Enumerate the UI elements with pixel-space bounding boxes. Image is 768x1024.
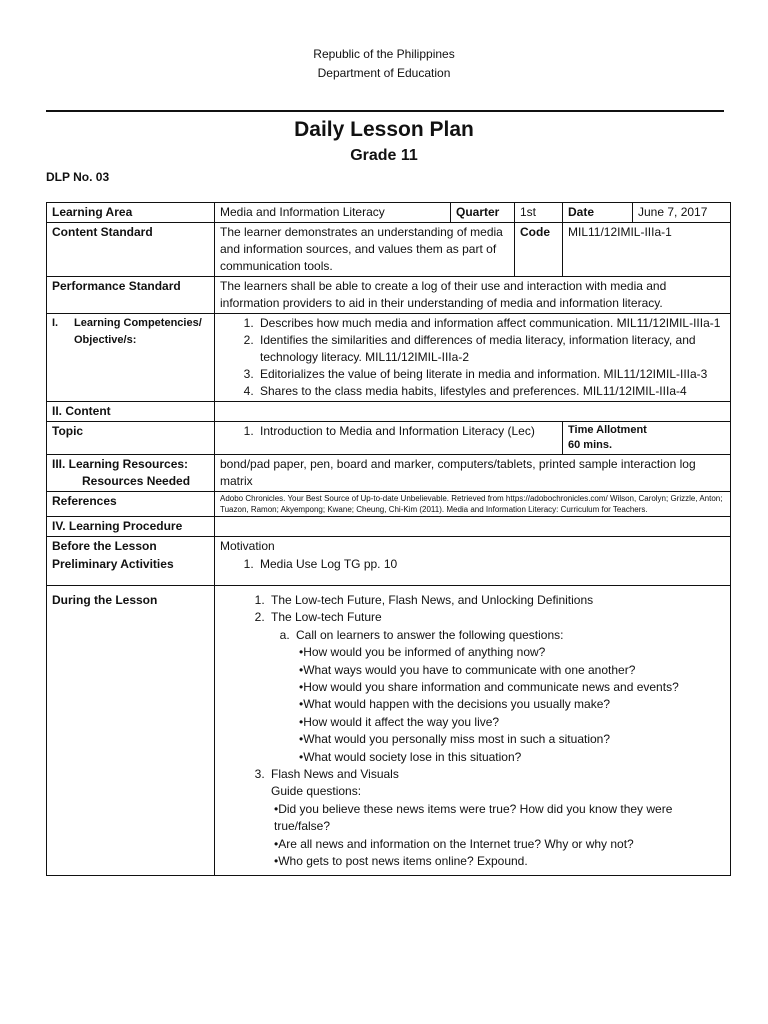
references-value: Adobo Chronicles. Your Best Source of Up-to-date Unbelievable. Retrieved from https://adobochronicles.com/ Wilson, Carolyn; Grizzle, Anton; Tuazon, Ramon; Akyempong; Kwane; Cheung, Chi-Kim (2011). Media and Information Literacy: Curriculum for Teachers. <box>215 492 731 517</box>
resources-value: bond/pad paper, pen, board and marker, computers/tablets, printed sample interaction log matrix <box>215 455 731 492</box>
grade-subtitle: Grade 11 <box>350 147 418 164</box>
guide-question-item: • Are all news and information on the Internet true? Why or why not? <box>271 836 725 853</box>
competencies-list-cell <box>215 314 731 402</box>
guide-question-item: • Did you believe these news items were true? How did you know they were true/false? <box>271 801 725 836</box>
competencies-number: I. <box>52 317 59 329</box>
during-lesson-row <box>47 586 731 876</box>
topic-cell <box>215 422 563 455</box>
time-allotment-label: Time Allotment <box>568 424 647 436</box>
preliminary-activities-label: Preliminary Activities <box>52 557 174 571</box>
before-lesson-row <box>47 537 731 586</box>
time-allotment-cell <box>563 422 731 455</box>
during-lesson-label: During the Lesson <box>47 586 215 876</box>
during-item-2a-label: Call on learners to answer the following questions: <box>296 627 564 642</box>
competency-item: 4. Shares to the class media habits, lifestyles and preferences. MIL11/12IMIL-IIIa-4 <box>257 383 725 400</box>
question-item: • What would society lose in this situation? <box>296 749 725 766</box>
during-item-3-label: Flash News and Visuals <box>271 767 399 782</box>
time-allotment-value: 60 mins. <box>568 439 613 451</box>
procedure-label: IV. Learning Procedure <box>47 517 215 537</box>
department-header: Department of Education <box>317 66 451 80</box>
content-standard-value: The learner demonstrates an understanding of media and information sources, and values them as part of communication tools. <box>215 223 515 277</box>
motivation-heading: Motivation <box>220 539 275 553</box>
date-value: June 7, 2017 <box>633 203 731 223</box>
topic-item: 1. Introduction to Media and Information Literacy (Lec) <box>257 423 557 440</box>
code-label: Code <box>515 223 563 277</box>
competency-item: 2. Identifies the similarities and differences of media literacy, information literacy, and technology literacy. MIL11/12IMIL-IIIa-2 <box>257 332 725 366</box>
references-label: References <box>47 492 215 517</box>
content-standard-row <box>47 223 731 277</box>
competency-item: 1. Describes how much media and information affect communication. MIL11/12IMIL-IIIa-1 <box>257 315 725 332</box>
performance-standard-row <box>47 277 731 314</box>
resources-label-cell <box>47 455 215 492</box>
competencies-label: Learning Competencies/ Objective/s: <box>74 317 202 346</box>
resources-sublabel: Resources Needed <box>82 474 191 488</box>
resources-row <box>47 455 731 492</box>
learning-area-label: Learning Area <box>47 203 215 223</box>
procedure-value <box>215 517 731 537</box>
code-value: MIL11/12IMIL-IIIa-1 <box>563 223 731 277</box>
document-title: Daily Lesson Plan <box>294 118 474 141</box>
competencies-row <box>47 314 731 402</box>
question-item: • How would it affect the way you live? <box>296 714 725 731</box>
question-item: • What would you personally miss most in such a situation? <box>296 731 725 748</box>
dlp-number: DLP No. 03 <box>46 170 110 184</box>
content-row <box>47 402 731 422</box>
during-item-2 <box>268 609 725 766</box>
topic-list <box>220 423 557 440</box>
content-label: II. Content <box>47 402 215 422</box>
motivation-item: 1. Media Use Log TG pp. 10 <box>257 556 725 573</box>
quarter-value: 1st <box>515 203 563 223</box>
during-item-2-label: The Low-tech Future <box>271 610 382 625</box>
before-lesson-label: Before the Lesson <box>52 539 157 553</box>
during-item-2-sublist <box>271 627 725 766</box>
quarter-label: Quarter <box>451 203 515 223</box>
performance-standard-label: Performance Standard <box>47 277 215 314</box>
learning-area-row <box>47 203 731 223</box>
references-row <box>47 492 731 517</box>
question-item: • What would happen with the decisions you usually make? <box>296 696 725 713</box>
competencies-label-cell <box>47 314 215 402</box>
competencies-list <box>220 315 725 400</box>
lesson-plan-table <box>46 202 731 876</box>
during-lesson-list <box>220 592 725 871</box>
content-value <box>215 402 731 422</box>
before-lesson-cell <box>215 537 731 586</box>
resources-label: III. Learning Resources: <box>52 457 189 471</box>
header-rule <box>46 110 724 112</box>
before-lesson-label-cell <box>47 537 215 586</box>
low-tech-questions <box>296 644 725 766</box>
question-item: • How would you share information and communicate news and events? <box>296 679 725 696</box>
learning-area-value: Media and Information Literacy <box>215 203 451 223</box>
motivation-list <box>220 556 725 573</box>
republic-header: Republic of the Philippines <box>313 47 455 61</box>
during-item-3 <box>268 766 725 870</box>
guide-questions-list <box>271 801 725 871</box>
question-item: • How would you be informed of anything now? <box>296 644 725 661</box>
performance-standard-value: The learners shall be able to create a log of their use and interaction with media and information providers to aid in their understanding of media and information literacy. <box>215 277 731 314</box>
procedure-row <box>47 517 731 537</box>
during-lesson-cell <box>215 586 731 876</box>
question-item: • What ways would you have to communicate with one another? <box>296 662 725 679</box>
topic-label: Topic <box>47 422 215 455</box>
competency-item: 3. Editorializes the value of being literate in media and information. MIL11/12IMIL-IIIa-3 <box>257 366 725 383</box>
during-item-1: 1. The Low-tech Future, Flash News, and Unlocking Definitions <box>268 592 725 609</box>
topic-row <box>47 422 731 455</box>
date-label: Date <box>563 203 633 223</box>
guide-question-item: • Who gets to post news items online? Expound. <box>271 853 725 870</box>
during-item-2a <box>293 627 725 766</box>
content-standard-label: Content Standard <box>47 223 215 277</box>
guide-questions-label: Guide questions: <box>271 784 362 799</box>
